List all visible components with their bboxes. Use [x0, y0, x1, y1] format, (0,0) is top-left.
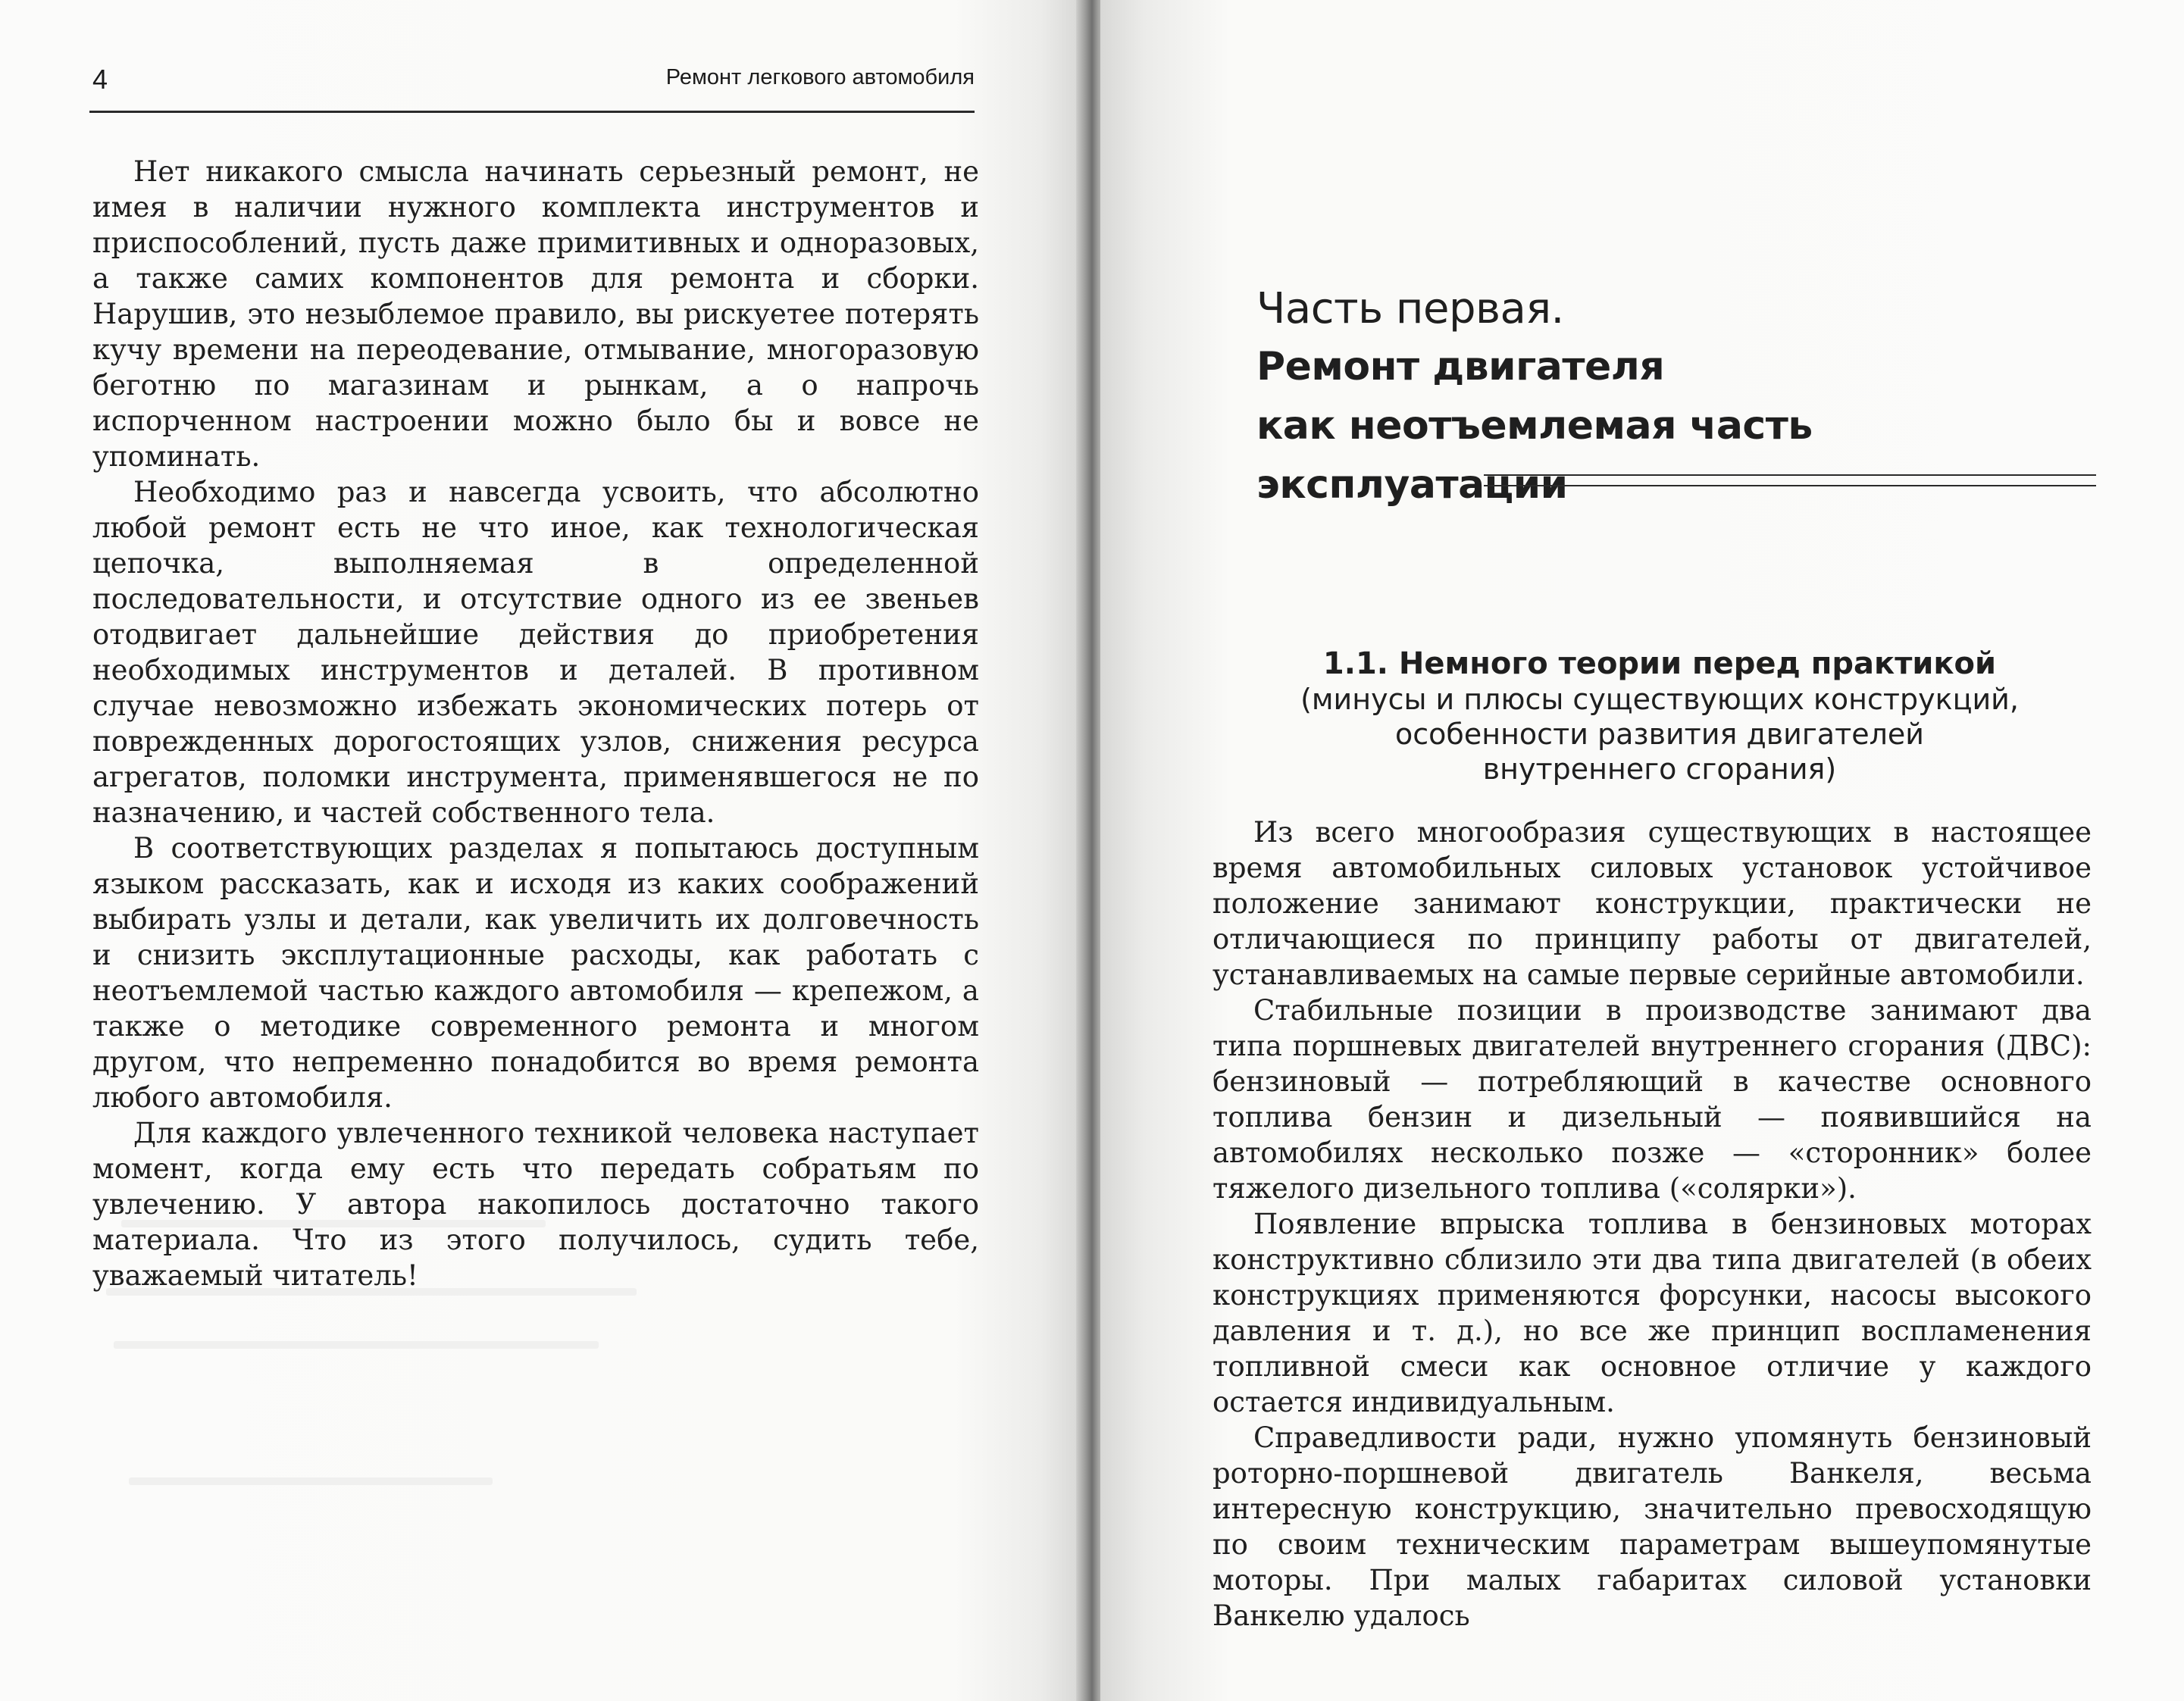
- part-title-line: Ремонт двигателя: [1256, 344, 1665, 389]
- section-subtitle-line: особенности развития двигателей: [1395, 718, 1924, 751]
- paragraph: Нет никакого смысла начинать серьезный ремонт, не имея в наличии нужного комплекта инструментов и приспособлений, пусть даже примитивных и одноразовых, а также самих компонентов для ремонта и сборки. Нарушив, это незыблемое правило, вы рискуетее потерять кучу времени на переодевание, отмывание, многоразовую беготню по магазинам и рынкам, а о напрочь испорченном настроении можно было бы и вовсе не упоминать.: [92, 155, 979, 473]
- paragraph: Справедливости ради, нужно упомянуть бензиновый роторно-поршневой двигатель Ванкеля, весьма интересную конструкцию, значительно превосходящую по своим техническим параметрам вышеупомянутые моторы. При малых габаритах силовой установки Ванкелю удалось: [1212, 1421, 2092, 1632]
- header-rule: [89, 111, 975, 113]
- paragraph: В соответствующих разделах я попытаюсь доступным языком рассказать, как и исходя из каких соображений выбирать узлы и детали, как увеличить их долговечность и снизить эксплутационные расходы, как работать с неотъемлемой частью каждого автомобиля — крепежом, а также о методике современного ремонта и многом другом, что непременно понадобится во время ремонта любого автомобиля.: [92, 832, 979, 1114]
- show-through-mark: [114, 1341, 599, 1349]
- part-title-rule: [1484, 474, 2096, 476]
- part-title-line: как неотъемлемая часть эксплуатации: [1256, 403, 1813, 508]
- section-subtitle-line: внутреннего сгорания): [1482, 752, 1837, 786]
- show-through-mark: [129, 1477, 493, 1485]
- paragraph: Стабильные позиции в производстве занимают два типа поршневых двигателей внутреннего сгорания (ДВС): бензиновый — потребляющий в качестве основного топлива бензин и дизельный — появившийся на автомобилях несколько позже — «сторонник» более тяжелого дизельного топлива («солярки»).: [1212, 994, 2092, 1205]
- paragraph: Для каждого увлеченного техникой человека наступает момент, когда ему есть что передать собратьям по увлечению. У автора накопилось достаточно такого материала. Что из этого получилось, судить тебе, уважаемый читатель!: [92, 1117, 979, 1292]
- section-subtitle-line: (минусы и плюсы существующих конструкций,: [1300, 683, 2019, 716]
- paragraph: Из всего многообразия существующих в настоящее время автомобильных силовых установок устойчивое положение занимают конструкции, практически не отличающиеся по принципу работы от двигателей, устанавливаемых на самые первые серийные автомобили.: [1212, 816, 2092, 991]
- part-label: Часть первая.: [1256, 284, 1564, 333]
- running-title: Ремонт легкового автомобиля: [665, 65, 975, 89]
- left-body-text: [92, 154, 979, 1293]
- page-number: 4: [92, 64, 108, 95]
- part-title: [1256, 337, 2113, 514]
- section-title: 1.1. Немного теории перед практикой: [1322, 646, 1997, 681]
- paragraph: Необходимо раз и навсегда усвоить, что абсолютно любой ремонт есть не что иное, как технологическая цепочка, выполняемая в определенной последовательности, и отсутствие одного из ее звеньев отодвигает дальнейшие действия до приобретения необходимых инструментов и деталей. В противном случае невозможно избежать экономических потерь от поврежденных дорогостоящих узлов, снижения ресурса агрегатов, поломки инструмента, применявшегося не по назначению, и частей собственного тела.: [92, 476, 979, 829]
- paragraph: Появление впрыска топлива в бензиновых моторах конструктивно сблизило эти два типа двигателей (в обеих конструкциях применяются форсунки, насосы высокого давления и т. д.), но все же принцип воспламенения топливной смеси как основное отличие у каждого остается индивидуальным.: [1212, 1208, 2092, 1418]
- part-title-rule: [1484, 485, 2096, 486]
- section-heading: [1212, 646, 2107, 786]
- right-body-text: [1212, 815, 2092, 1634]
- running-head: [89, 61, 975, 114]
